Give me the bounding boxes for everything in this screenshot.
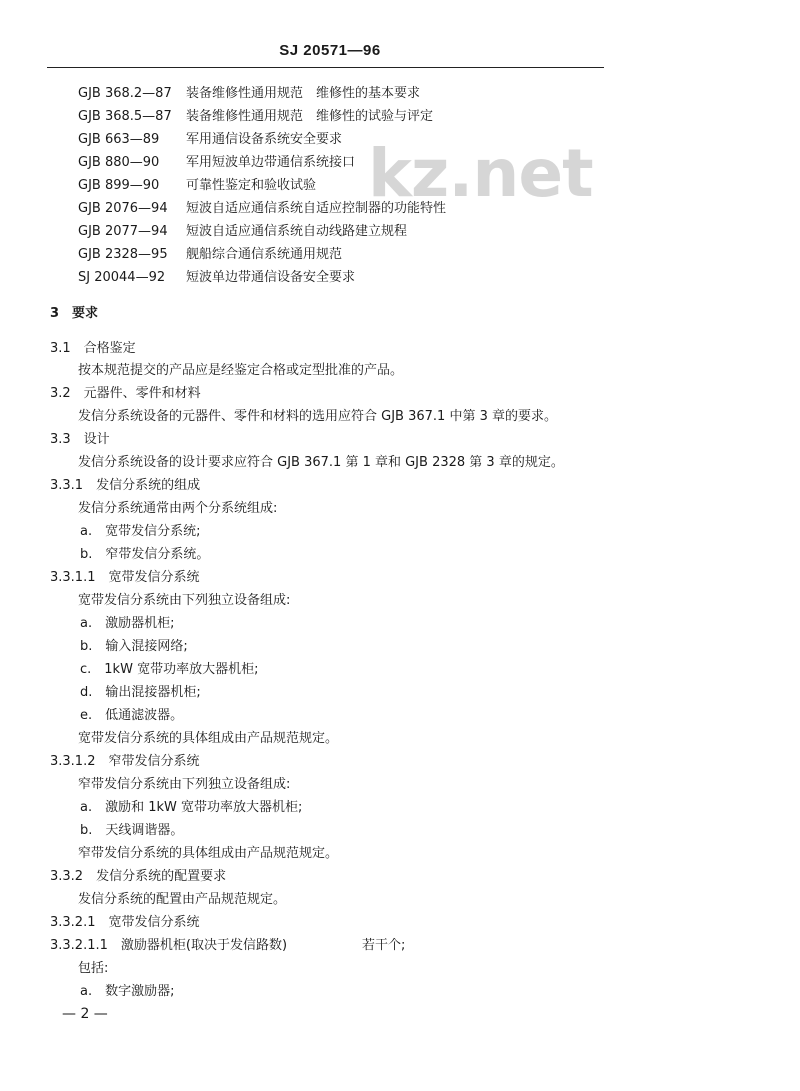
ref-title: 舰船综合通信系统通用规范 [186, 247, 343, 262]
ref-code: GJB 368.2—87 [78, 86, 172, 101]
ref-title: 军用短波单边带通信系统接口 [186, 155, 356, 170]
ref-title: 可靠性鉴定和验收试验 [186, 178, 317, 193]
paragraph: 包括: [78, 961, 109, 976]
paragraph: 发信分系统设备的元器件、零件和材料的选用应符合 GJB 367.1 中第 3 章的要求。 [78, 409, 557, 424]
quantity-note: 若干个; [362, 938, 406, 953]
ref-code: GJB 899—90 [78, 178, 160, 193]
paragraph: 发信分系统的配置由产品规范规定。 [78, 892, 287, 907]
paragraph: 窄带发信分系统的具体组成由产品规范规定。 [78, 846, 339, 861]
ref-code: GJB 880—90 [78, 155, 160, 170]
watermark: kz.net [368, 135, 593, 212]
list-item: a. 激励和 1kW 宽带功率放大器机柜; [80, 800, 303, 815]
ref-title: 短波自适应通信系统自适应控制器的功能特性 [186, 201, 447, 216]
ref-code: GJB 2076—94 [78, 201, 168, 216]
section-heading-3-3-1-2: 3.3.1.2 窄带发信分系统 [50, 754, 200, 769]
ref-title: 装备维修性通用规范 维修性的试验与评定 [186, 109, 434, 124]
section-heading-3: 3 要求 [50, 306, 99, 321]
list-item: a. 数字激励器; [80, 984, 175, 999]
section-heading-3-1: 3.1 合格鉴定 [50, 341, 136, 356]
ref-title: 装备维修性通用规范 维修性的基本要求 [186, 86, 421, 101]
ref-code: GJB 663—89 [78, 132, 160, 147]
section-heading-3-3-2-1-1: 3.3.2.1.1 激励器机柜(取决于发信路数) [50, 938, 288, 953]
ref-title: 短波单边带通信设备安全要求 [186, 270, 356, 285]
list-item: a. 激励器机柜; [80, 616, 175, 631]
paragraph: 发信分系统通常由两个分系统组成: [78, 501, 278, 516]
list-item: a. 宽带发信分系统; [80, 524, 201, 539]
header-doc-code: SJ 20571—96 [279, 42, 381, 59]
paragraph: 宽带发信分系统由下列独立设备组成: [78, 593, 291, 608]
header-rule [47, 67, 604, 68]
paragraph: 窄带发信分系统由下列独立设备组成: [78, 777, 291, 792]
ref-code: GJB 2328—95 [78, 247, 168, 262]
section-heading-3-2: 3.2 元器件、零件和材料 [50, 386, 201, 401]
list-item: d. 输出混接器机柜; [80, 685, 201, 700]
ref-code: SJ 20044—92 [78, 270, 166, 285]
ref-code: GJB 2077—94 [78, 224, 168, 239]
section-heading-3-3-2: 3.3.2 发信分系统的配置要求 [50, 869, 227, 884]
paragraph: 按本规范提交的产品应是经鉴定合格或定型批准的产品。 [78, 363, 404, 378]
section-heading-3-3-1: 3.3.1 发信分系统的组成 [50, 478, 201, 493]
paragraph: 宽带发信分系统的具体组成由产品规范规定。 [78, 731, 339, 746]
section-heading-3-3: 3.3 设计 [50, 432, 110, 447]
paragraph: 发信分系统设备的设计要求应符合 GJB 367.1 第 1 章和 GJB 2328 第 3 章的规定。 [78, 455, 564, 470]
ref-title: 军用通信设备系统安全要求 [186, 132, 343, 147]
list-item: e. 低通滤波器。 [80, 708, 184, 723]
list-item: b. 天线调谐器。 [80, 823, 184, 838]
section-heading-3-3-2-1: 3.3.2.1 宽带发信分系统 [50, 915, 200, 930]
section-heading-3-3-1-1: 3.3.1.1 宽带发信分系统 [50, 570, 200, 585]
page-number: — 2 — [62, 1006, 108, 1022]
list-item: b. 输入混接网络; [80, 639, 188, 654]
ref-code: GJB 368.5—87 [78, 109, 172, 124]
ref-title: 短波自适应通信系统自动线路建立规程 [186, 224, 408, 239]
list-item: c. 1kW 宽带功率放大器机柜; [80, 662, 259, 677]
list-item: b. 窄带发信分系统。 [80, 547, 210, 562]
